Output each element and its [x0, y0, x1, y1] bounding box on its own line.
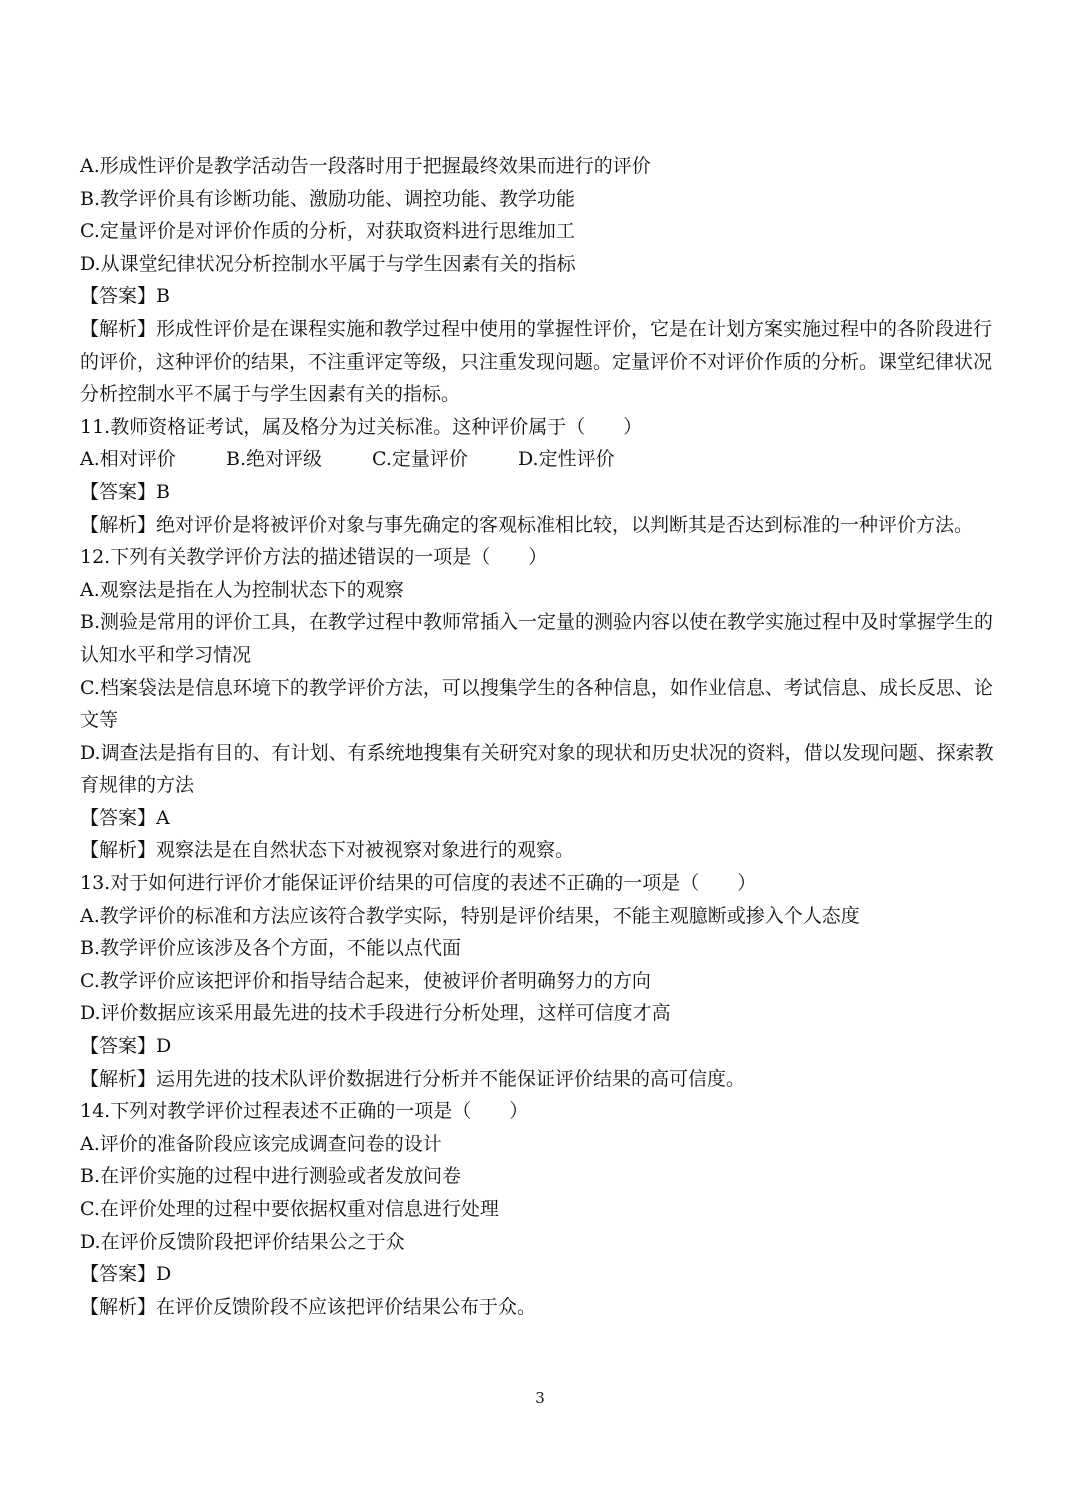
- q12-option-a: A.观察法是指在人为控制状态下的观察: [80, 578, 404, 601]
- page-content: [80, 150, 1005, 1323]
- q12-option-d: D.调查法是指有目的、有计划、有系统地搜集有关研究对象的现状和历史状况的资料，借以发现问题、探索教育规律的方法: [80, 741, 994, 797]
- q11-option-d: D.定性评价: [518, 448, 615, 471]
- q14-option-d: D.在评价反馈阶段把评价结果公之于众: [80, 1230, 405, 1253]
- q13-option-b: B.教学评价应该涉及各个方面，不能以点代面: [80, 937, 462, 960]
- q14-answer: 【答案】D: [80, 1263, 172, 1286]
- q12-option-c: C.档案袋法是信息环境下的教学评价方法，可以搜集学生的各种信息，如作业信息、考试信息、成长反思、论文等: [80, 676, 993, 732]
- q10-option-d: D.从课堂纪律状况分析控制水平属于与学生因素有关的指标: [80, 252, 576, 275]
- q10-analysis: 【解析】形成性评价是在课程实施和教学过程中使用的掌握性评价，它是在计划方案实施过程中的各阶段进行的评价，这种评价的结果，不注重评定等级，只注重发现问题。定量评价不对评价作质的分析。课堂纪律状况分析控制水平不属于与学生因素有关的指标。: [80, 317, 993, 406]
- q11-answer: 【答案】B: [80, 480, 170, 503]
- q10-option-b: B.教学评价具有诊断功能、激励功能、调控功能、教学功能: [80, 187, 576, 210]
- q14-analysis: 【解析】在评价反馈阶段不应该把评价结果公布于众。: [80, 1295, 537, 1318]
- q12-answer: 【答案】A: [80, 806, 170, 829]
- q14-option-a: A.评价的准备阶段应该完成调查问卷的设计: [80, 1132, 442, 1155]
- q13-answer: 【答案】D: [80, 1035, 172, 1058]
- q10-answer: 【答案】B: [80, 285, 170, 308]
- q12-analysis: 【解析】观察法是在自然状态下对被视察对象进行的观察。: [80, 839, 575, 862]
- q13-question: 13.对于如何进行评价才能保证评价结果的可信度的表述不正确的一项是（ ）: [80, 872, 757, 895]
- q13-option-a: A.教学评价的标准和方法应该符合教学实际，特别是评价结果，不能主观臆断或掺入个人态度: [80, 904, 860, 927]
- q14-question: 14.下列对教学评价过程表述不正确的一项是（ ）: [80, 1100, 529, 1123]
- q10-option-c: C.定量评价是对评价作质的分析，对获取资料进行思维加工: [80, 220, 575, 243]
- q11-question: 11.教师资格证考试，属及格分为过关标准。这种评价属于（ ）: [80, 415, 643, 438]
- q13-analysis: 【解析】运用先进的技术队评价数据进行分析并不能保证评价结果的高可信度。: [80, 1067, 746, 1090]
- q11-options: [80, 443, 1005, 476]
- q14-option-c: C.在评价处理的过程中要依据权重对信息进行处理: [80, 1198, 499, 1220]
- q10-option-a: A.形成性评价是教学活动告一段落时用于把握最终效果而进行的评价: [80, 155, 651, 177]
- q11-option-c: C.定量评价: [372, 448, 468, 471]
- q14-option-b: B.在评价实施的过程中进行测验或者发放问卷: [80, 1165, 462, 1188]
- q11-option-b: B.绝对评级: [226, 448, 323, 471]
- q12-question: 12.下列有关教学评价方法的描述错误的一项是（ ）: [80, 546, 548, 569]
- page-number: 3: [535, 1389, 545, 1407]
- q13-option-d: D.评价数据应该采用最先进的技术手段进行分析处理，这样可信度才高: [80, 1002, 671, 1025]
- q12-option-b: B.测验是常用的评价工具，在教学过程中教师常插入一定量的测验内容以使在教学实施过程中及时掌握学生的认知水平和学习情况: [80, 611, 994, 666]
- q13-option-c: C.教学评价应该把评价和指导结合起来，使被评价者明确努力的方向: [80, 969, 651, 992]
- q11-option-a: A.相对评价: [80, 448, 176, 471]
- q11-analysis: 【解析】绝对评价是将被评价对象与事先确定的客观标准相比较，以判断其是否达到标准的一种评价方法。: [80, 513, 974, 536]
